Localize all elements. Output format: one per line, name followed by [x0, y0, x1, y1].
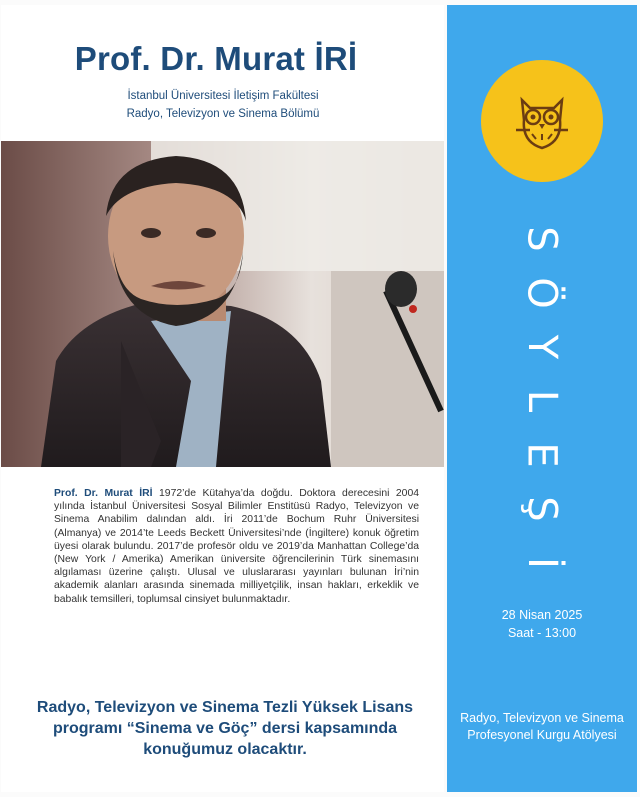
organizer-name: Radyo, Televizyon ve Sinema Profesyonel Kurgu Atölyesi: [460, 711, 624, 742]
speaker-bio: [54, 487, 419, 606]
affiliation-department: Radyo, Televizyon ve Sinema Bölümü: [126, 108, 320, 120]
title-letter: S: [518, 226, 565, 252]
owl-logo: [481, 60, 603, 182]
title-letter: L: [518, 389, 565, 413]
title-letter: Ö: [518, 277, 565, 309]
bio-text: 1972’de Kütahya’da doğdu. Doktora derecesini 2004 yılında İstanbul Üniversitesi Sosyal Bilimler Enstitüsü Radyo, Televizyon ve Sinema Anabilim dalından aldı. İri 2011’de Bochum Ruhr Üniversitesi (Almanya) ve 2014’te Leeds Beckett Üniversitesi’nde (İngiltere) konuk öğretim üyesi olarak bulundu. 2017’de profesör oldu ve 2019’da Manhattan College’da (New York / Amerika) Amerikan üniversite öğrencilerinin Türk sinemasını algılaması üzerine çalıştı. Ulusal ve uluslararası yayınları bulunan İri’nin akademik alanları arasında sinemada milliyetçilik, insan hakları, erkeklik ve babalık temsilleri, toplumsal cinsiyet bulunmaktadır.: [54, 488, 419, 605]
course-note: Radyo, Televizyon ve Sinema Tezli Yüksek Lisans programı “Sinema ve Göç” dersi kapsamında konuğumuz olacaktır.: [36, 699, 414, 758]
title-letter: E: [519, 442, 565, 468]
owl-icon: [516, 90, 568, 152]
title-letter: İ: [518, 557, 565, 569]
speaker-photo: [1, 141, 444, 467]
title-letter: Ş: [518, 496, 565, 522]
event-date: 28 Nisan 2025: [501, 608, 583, 622]
speaker-name: Prof. Dr. Murat İRİ: [74, 40, 358, 77]
title-letter: Y: [519, 334, 565, 360]
event-time: Saat - 13:00: [507, 626, 577, 640]
bio-speaker-name: Prof. Dr. Murat İRİ: [54, 488, 153, 499]
event-title-vertical: [447, 212, 637, 592]
affiliation-faculty: İstanbul Üniversitesi İletişim Fakültesi: [127, 90, 319, 102]
